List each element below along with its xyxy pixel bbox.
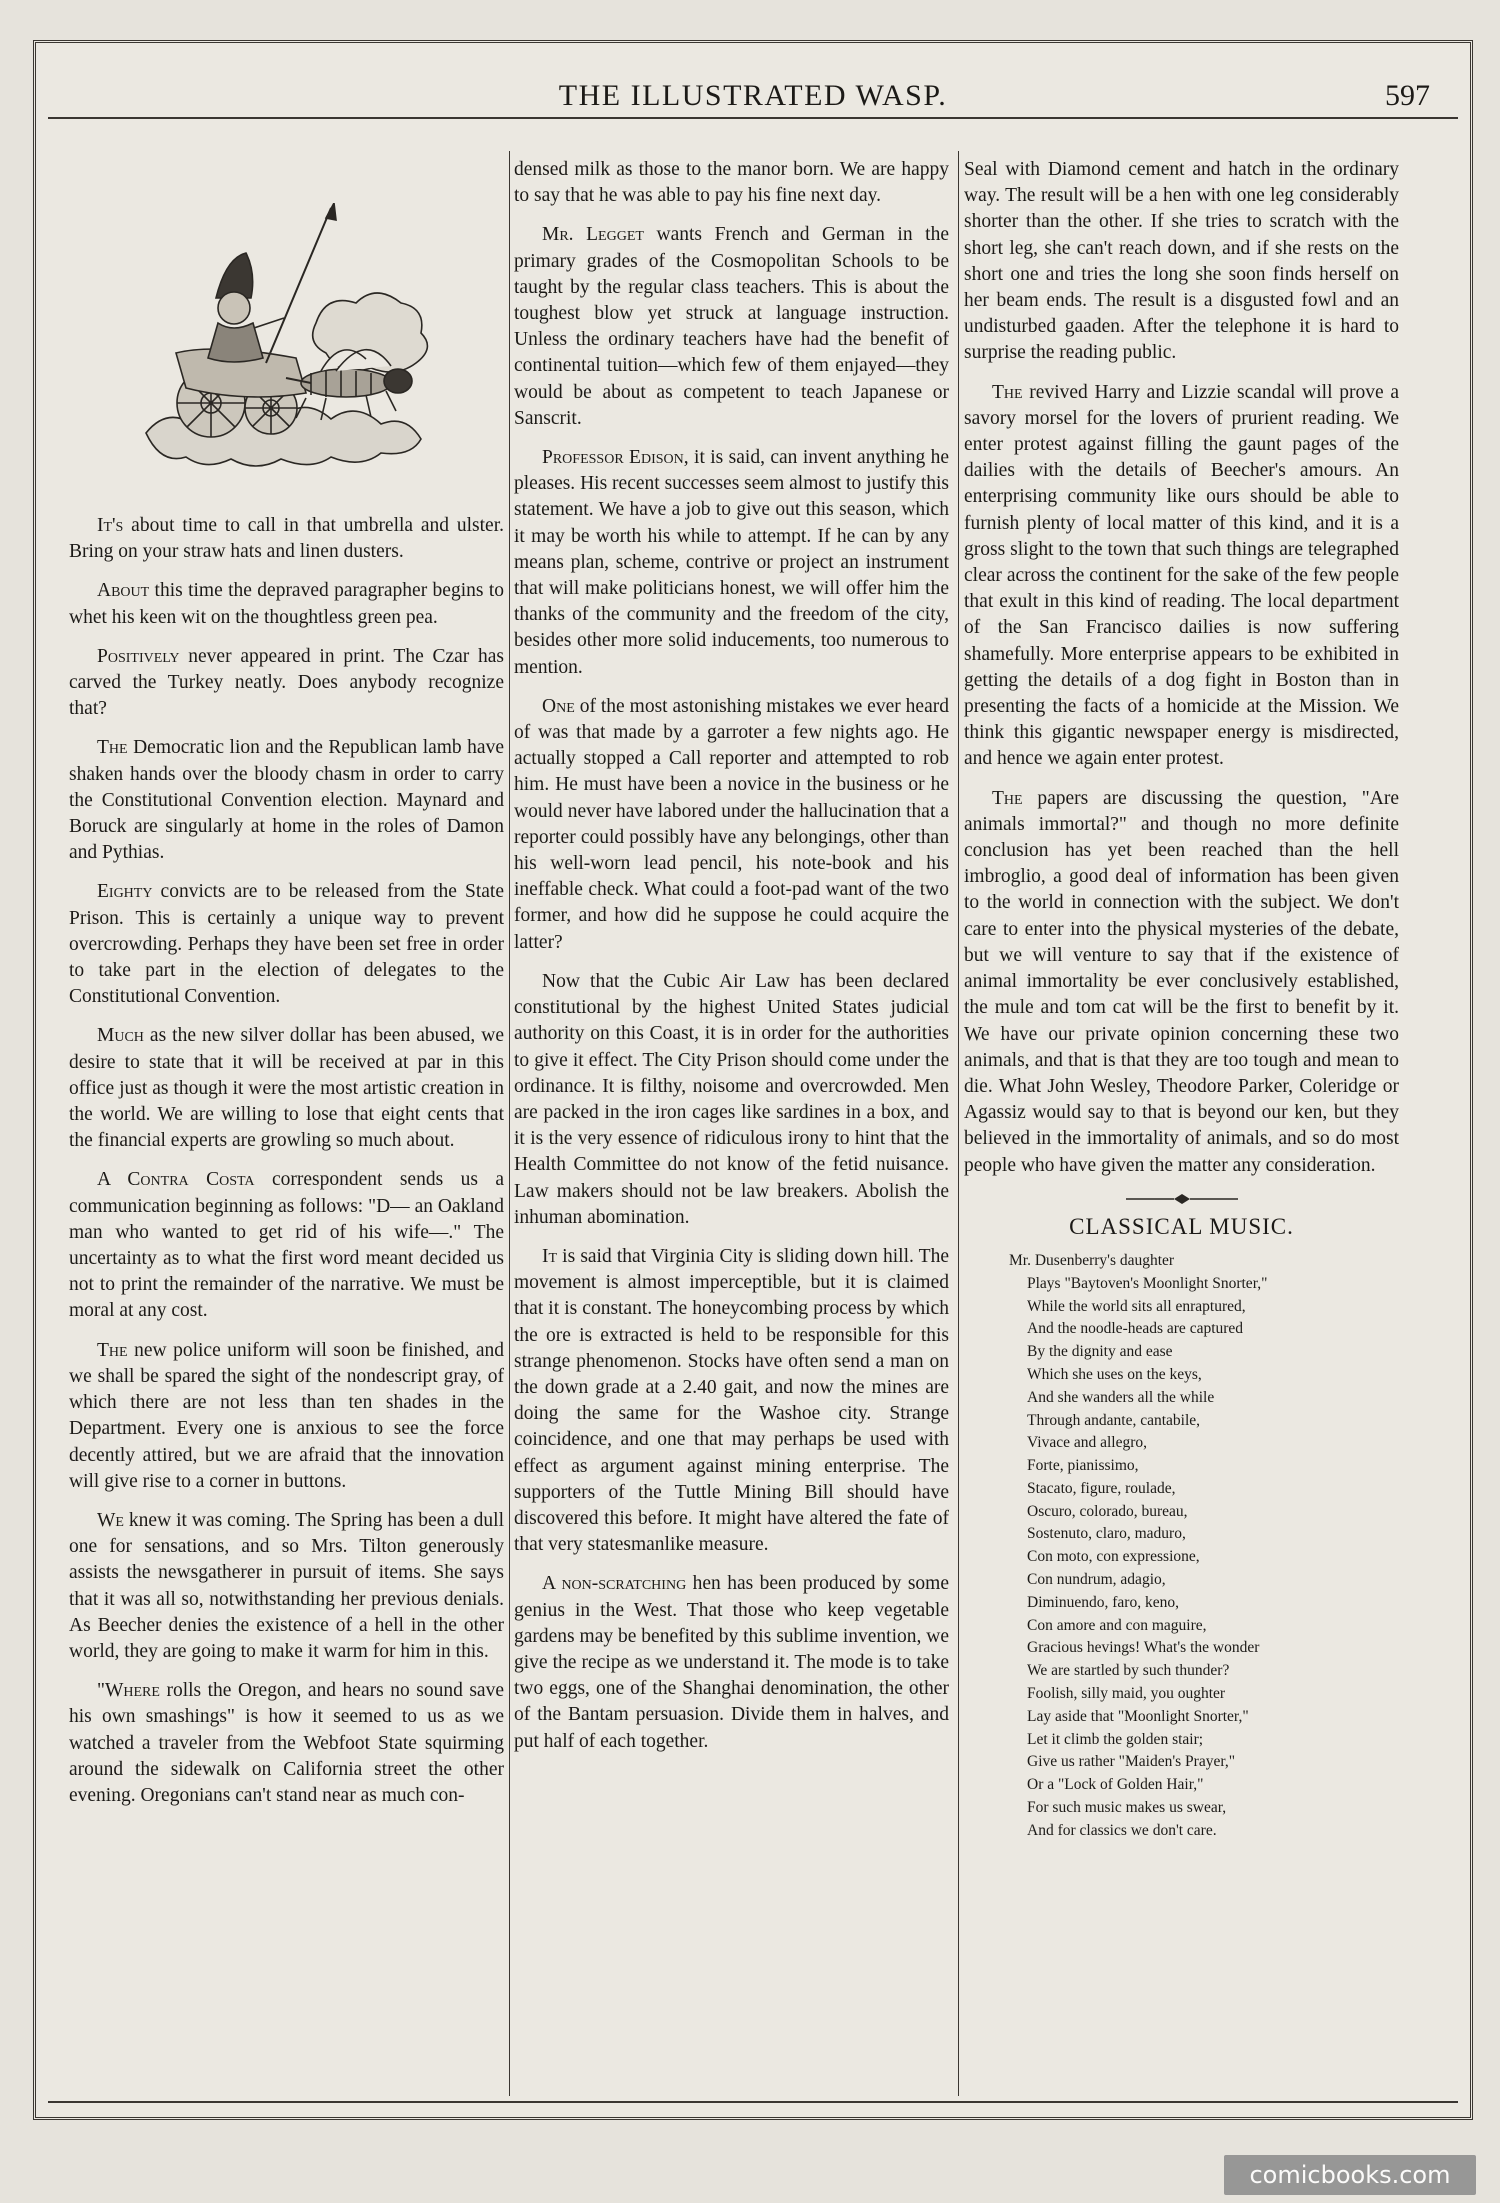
paragraph bbox=[514, 694, 949, 956]
poem-line: Let it climb the golden stair; bbox=[1027, 1730, 1204, 1748]
poem-line: Gracious hevings! What's the wonder bbox=[1027, 1639, 1260, 1657]
poem-line: Or a "Lock of Golden Hair," bbox=[1027, 1776, 1204, 1794]
ornamental-rule-icon bbox=[1122, 1192, 1242, 1206]
poem-line: Give us rather "Maiden's Prayer," bbox=[1027, 1753, 1236, 1771]
poem-line: And she wanders all the while bbox=[1027, 1388, 1215, 1406]
paragraph-text: Now that the Cubic Air Law has been declared constitutional by the highest United States judicial authority on this Coast, it is in order for the authorities to give it effect. The City Prison should come under the ordinance. It is filthy, noisome and overcrowded. Men are packed in the iron cages like sardines in a box, and it is the very essence of ridiculous irony to hint that the Health Committee do not know of the fetid nuisance. Law makers should not be law breakers. Abolish the inhuman abomination. bbox=[514, 970, 949, 1228]
poem-line: Foolish, silly maid, you oughter bbox=[1027, 1685, 1226, 1703]
poem-line: Vivace and allegro, bbox=[1027, 1434, 1147, 1452]
page-title: THE ILLUSTRATED WASP. bbox=[558, 79, 948, 112]
paragraph bbox=[514, 1244, 949, 1558]
paragraph bbox=[69, 879, 504, 1010]
site-watermark: comicbooks.com bbox=[1224, 2155, 1476, 2195]
poem-line: We are startled by such thunder? bbox=[1027, 1662, 1230, 1680]
paragraph-text: papers are discussing the question, "Are animals immortal?" and though no more definite conclusion has yet been reached than the hell imbroglio, a good deal of information has been given to the world in connection with the subject. We don't care to enter into the physical mysteries of the debate, but we will venture to say that if the existence of animal immortality be ever conclusively established, the mule and tom cat will be the first to benefit by it. We have our private opinion concerning these two animals, and that is that they are too tough and mean to die. What John Wesley, Theodore Parker, Coleridge or Agassiz would say to that is beyond our ken, but they believed in the immortality of animals, and so do most people who have given the matter any consideration. bbox=[964, 787, 1399, 1176]
paragraph bbox=[69, 1167, 504, 1324]
paragraph bbox=[514, 445, 949, 681]
wasp-chariot-illustration bbox=[136, 203, 436, 493]
paragraph-lead: One bbox=[542, 695, 575, 717]
paragraph-text: hen has been produced by some genius in the West. That those who keep vegetable gardens may be benefited by this sublime invention, we give the recipe as we understand it. The mode is to take two eggs, one of the Shanghai denomination, the other of the Bantam persuasion. Divide them in halves, and put half of each together. bbox=[514, 1573, 949, 1752]
paragraph-text: Democratic lion and the Republican lamb have shaken hands over the bloody chasm in order to carry the Constitutional Convention election. Maynard and Boruck are singularly at home in the roles of Damon and Pythias. bbox=[69, 737, 504, 864]
paragraph bbox=[514, 1571, 949, 1754]
column-middle bbox=[514, 157, 949, 1768]
poem-body bbox=[1009, 1250, 1399, 1843]
paragraph bbox=[964, 380, 1399, 773]
paragraph bbox=[69, 1678, 504, 1809]
newspaper-page bbox=[33, 40, 1473, 2120]
paragraph-lead: About bbox=[97, 580, 150, 602]
paragraph bbox=[69, 1338, 504, 1495]
poem-line: Through andante, cantabile, bbox=[1027, 1411, 1201, 1429]
column-right bbox=[964, 157, 1399, 1843]
poem-line: By the dignity and ease bbox=[1027, 1343, 1173, 1361]
paragraph-text: this time the depraved paragrapher begins to whet his keen wit on the thoughtless green pea. bbox=[69, 580, 504, 628]
paragraph-text: is said that Virginia City is sliding down hill. The movement is almost imperceptible, but it is claimed that it is constant. The honeycombing process by which the ore is extracted is held to be responsible for this strange phenomenon. Stocks have often send a man on the down grade at a 2.40 gait, and now the mines are doing the same for the Washoe city. Strange coincidence, and one that may perhaps be used with effect as argument against mining enterprise. The supporters of the Tuttle Mining Bill should have discovered this before. It might have altered the fate of that very statesmanlike measure. bbox=[514, 1245, 949, 1556]
paragraph-lead: We bbox=[97, 1509, 124, 1531]
paragraph-lead: A non-scratching bbox=[542, 1573, 687, 1595]
paragraph-lead: It bbox=[542, 1245, 558, 1267]
paragraph-lead: Professor Edison, bbox=[542, 447, 689, 469]
masthead bbox=[36, 43, 1470, 119]
paragraph bbox=[964, 157, 1399, 367]
paragraph bbox=[964, 786, 1399, 1179]
paragraph-text: densed milk as those to the manor born. We are happy to say that he was able to pay his fine next day. bbox=[514, 159, 949, 207]
paragraph-lead: A Contra Costa bbox=[97, 1169, 255, 1191]
paragraph-lead: The bbox=[992, 787, 1023, 809]
paragraph-lead: The bbox=[97, 737, 128, 759]
paragraph-text: rolls the Oregon, and hears no sound save his own smashings" is how it seemed to us as we watched a traveler from the Webfoot State squirming around the sidewalk on California street the other evening. Oregonians can't stand near as much con- bbox=[69, 1680, 504, 1806]
poem-line: Diminuendo, faro, keno, bbox=[1027, 1593, 1179, 1611]
poem-line: Con nundrum, adagio, bbox=[1027, 1571, 1166, 1589]
paragraph-text: Seal with Diamond cement and hatch in the ordinary way. The result will be a hen with one leg considerably shorter than the other. If she tries to scratch with the short leg, she can't reach down, and if she rests on the short one and tries the long she soon finds herself on her beam ends. The result is a disgusted fowl and an undisturbed gaaden. After the telephone it is hard to surprise the reading public. bbox=[964, 159, 1399, 364]
column-divider bbox=[958, 151, 959, 2096]
poem-line: Lay aside that "Moonlight Snorter," bbox=[1027, 1707, 1249, 1725]
poem-line: Forte, pianissimo, bbox=[1027, 1457, 1139, 1475]
poem-line: While the world sits all enraptured, bbox=[1027, 1297, 1246, 1315]
poem-line: Oscuro, colorado, bureau, bbox=[1027, 1502, 1188, 1520]
poem-line: And the noodle-heads are captured bbox=[1027, 1320, 1244, 1338]
poem-title: CLASSICAL MUSIC. bbox=[1069, 1213, 1294, 1239]
poem-line: Con moto, con expressione, bbox=[1027, 1548, 1200, 1566]
paragraph-lead: Mr. Legget bbox=[542, 224, 644, 246]
paragraph bbox=[514, 157, 949, 209]
poem-line: Sostenuto, claro, maduro, bbox=[1027, 1525, 1186, 1543]
paragraph-text: knew it was coming. The Spring has been a dull one for sensations, and so Mrs. Tilton generously assists the newsgatherer in pursuit of items. She says that it was all so, notwithstanding her previous denials. As Beecher denies the existence of a hell in the other world, they are going to make it warm for him in this. bbox=[69, 1509, 504, 1662]
paragraph-text: never appeared in print. The Czar has carved the Turkey neatly. Does anybody recognize that? bbox=[69, 645, 504, 720]
paragraph bbox=[69, 735, 504, 866]
paragraph-lead: The bbox=[992, 381, 1023, 403]
column-left bbox=[69, 513, 504, 1822]
paragraph-lead: It's bbox=[97, 515, 124, 536]
paragraph bbox=[514, 222, 949, 432]
poem-line: Mr. Dusenberry's daughter bbox=[1009, 1251, 1175, 1269]
header-rule bbox=[48, 117, 1458, 119]
paragraph bbox=[69, 644, 504, 723]
poem-line: For such music makes us swear, bbox=[1027, 1799, 1227, 1817]
paragraph-text: of the most astonishing mistakes we ever heard of was that made by a garroter a few nights ago. He actually stopped a Call reporter and attempted to rob him. He must have been a novice in the business or he would never have labored under the hallucination that a reporter could possibly have any belongings, other than his well-worn lead pencil, his note-book and his ineffable check. What could a foot-pad want of the two former, and how did he suppose he could acquire the latter? bbox=[514, 695, 949, 953]
paragraph-text: about time to call in that umbrella and ulster. Bring on your straw hats and linen dusters. bbox=[69, 515, 504, 563]
poem-line: Stacato, figure, roulade, bbox=[1027, 1479, 1176, 1497]
paragraph-text: convicts are to be released from the State Prison. This is certainly a unique way to prevent overcrowding. Perhaps they have been set free in order to take part in the election of delegates to the Constitutional Convention. bbox=[69, 881, 504, 1008]
poem-line: And for classics we don't care. bbox=[1027, 1821, 1217, 1839]
paragraph-lead: Eighty bbox=[97, 881, 153, 903]
paragraph-lead: Positively bbox=[97, 645, 180, 667]
poem-line: Which she uses on the keys, bbox=[1027, 1365, 1202, 1383]
column-divider bbox=[509, 151, 510, 2096]
poem-line: Plays "Baytoven's Moonlight Snorter," bbox=[1027, 1274, 1268, 1292]
paragraph bbox=[69, 578, 504, 630]
paragraph-text: wants French and German in the primary grades of the Cosmopolitan Schools to be taught by the regular class teachers. This is about the toughest blow yet struck at language instruction. Unless the ordinary teachers have had the benefit of continental tuition—which few of them enjayed—they would be about as competent to teach Japanese or Sanscrit. bbox=[514, 224, 949, 429]
paragraph-text: as the new silver dollar has been abused, we desire to state that it will be received at par in this office just as though it were the most artistic creation in the world. We are willing to lose that eight cents that the financial experts are growling so much about. bbox=[69, 1025, 504, 1152]
paragraph-text: new police uniform will soon be finished, and we shall be spared the sight of the nondescript gray, of which there are not less than ten shades in the Department. Every one is anxious to see the force decently attired, but we are afraid that the innovation will give rise to a corner in buttons. bbox=[69, 1339, 504, 1492]
paragraph-lead: Much bbox=[97, 1025, 144, 1047]
paragraph-lead: "Where bbox=[97, 1680, 160, 1702]
poem-line: Con amore and con maguire, bbox=[1027, 1616, 1207, 1634]
paragraph bbox=[69, 513, 504, 565]
paragraph-text: correspondent sends us a communication beginning as follows: "D— an Oakland man who wanted to get rid of his wife—." The uncertainty as to what the first word meant decided us not to print the remainder of the narrative. We must be moral at any cost. bbox=[69, 1169, 504, 1322]
paragraph-text: revived Harry and Lizzie scandal will prove a savory morsel for the lovers of prurient reading. We enter protest against filling the gaunt pages of the dailies with the details of Beecher's amours. An enterprising community like ours should be able to furnish plenty of local matter of this kind, and it is a gross slight to the town that such things are telegraphed clear across the continent for the sake of the few people that exult in this kind of reading. The local department of the San Francisco dailies is now suffering shamefully. More enterprise appears to be exhibited in getting the details of a dog fight in Boston than in presenting the facts of a homicide at the Mission. We think this gigantic newspaper energy is misdirected, and hence we again enter protest. bbox=[964, 381, 1399, 770]
page-number: 597 bbox=[1385, 79, 1430, 112]
paragraph bbox=[514, 969, 949, 1231]
paragraph bbox=[69, 1023, 504, 1154]
paragraph-lead: The bbox=[97, 1339, 128, 1361]
footer-rule bbox=[48, 2101, 1458, 2103]
column-right-paragraphs bbox=[964, 157, 1399, 1179]
paragraph bbox=[69, 1508, 504, 1665]
paragraph-text: it is said, can invent anything he pleases. His recent successes seem almost to justify this statement. We have a job to give out this season, which it may be worth his while to attempt. If he can by any means plan, scheme, contrive or project an instrument that will make politicians honest, we will offer him the thanks of the community and the freedom of the city, besides other more solid inducements, too numerous to mention. bbox=[514, 447, 950, 678]
